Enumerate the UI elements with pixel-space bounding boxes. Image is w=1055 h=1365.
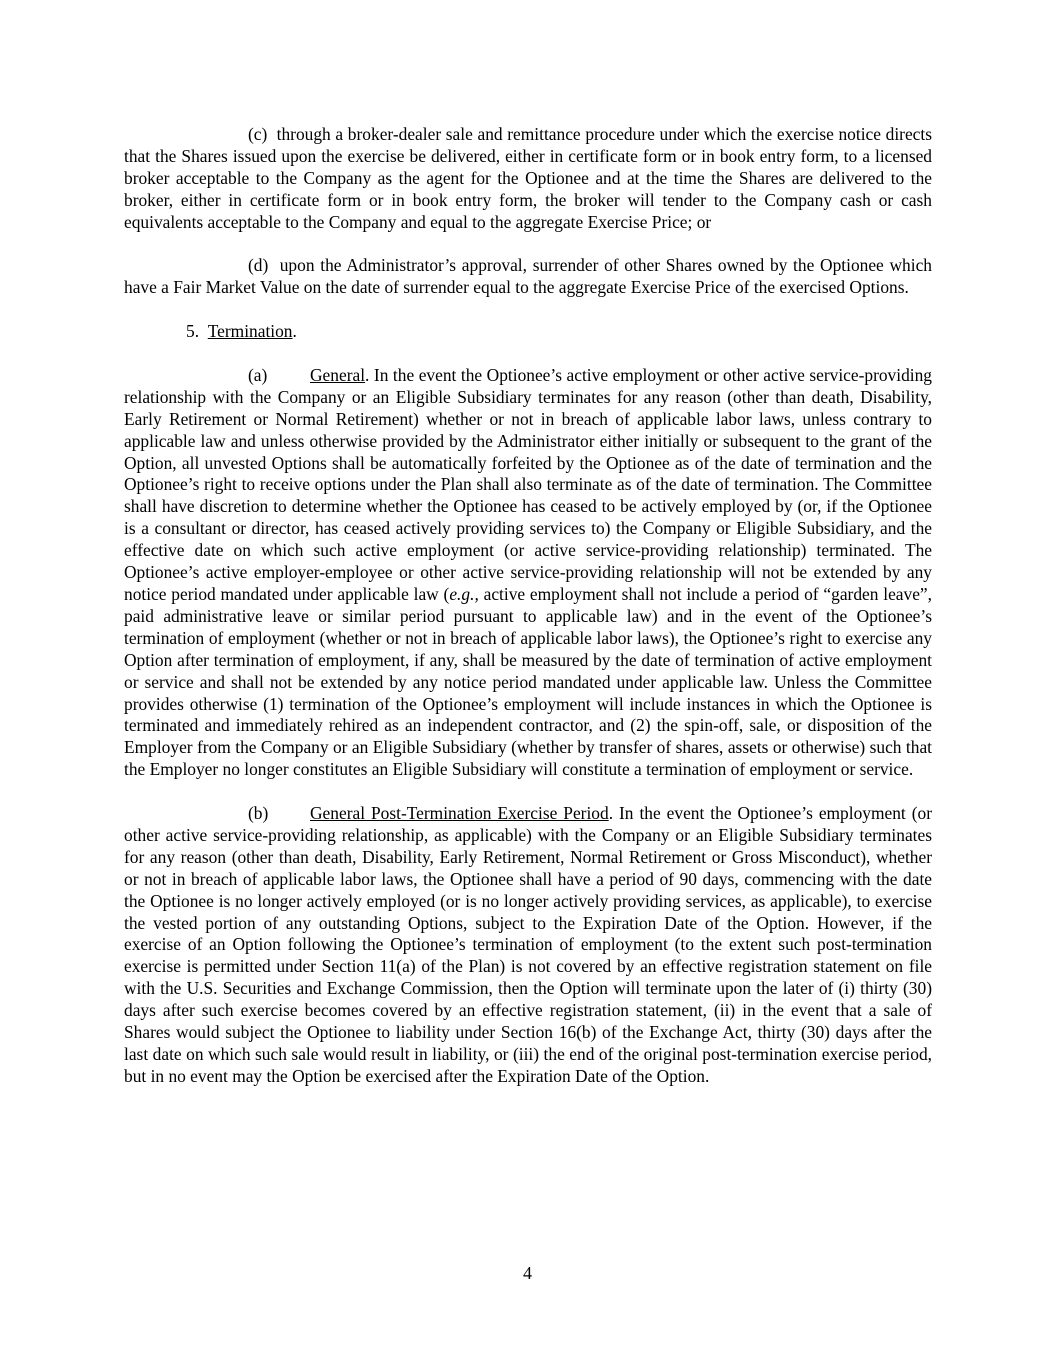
paragraph-a-label: (a) — [248, 364, 268, 385]
paragraph-a — [124, 365, 932, 781]
paragraph-b-text: . In the event the Optionee’s employment (or other active service-providing relationship, as applicable) with the Company or an Eligible Subsidiary terminates for any reason (other than death, Disability, Early Retirement, Normal Retirement or Gross Misconduct), whether or not in breach of applicable labor laws, the Optionee shall have a period of 90 days, commencing with the date the Optionee is no longer actively employed (or is no longer actively providing services, as applicable), to exercise the vested portion of any outstanding Options, subject to the Expiration Date of the Option. However, if the exercise of an Option following the Optionee’s termination of employment (to the extent such post-termination exercise is permitted under Section 11(a) of the Plan) is not covered by an effective registration statement on file with the U.S. Securities and Exchange Commission, then the Option will terminate upon the later of (i) thirty (30) days after such exercise becomes covered by an effective registration statement, (ii) in the event that a sale of Shares would subject the Optionee to liability under Section 16(b) of the Exchange Act, thirty (30) days after the last date on which such sale would result in liability, or (iii) the end of the original post-termination exercise period, but in no event may the Option be exercised after the Expiration Date of the Option. — [124, 803, 932, 1086]
paragraph-b-label: (b) — [248, 803, 269, 824]
document-page — [124, 124, 932, 1088]
section-5-number: 5. — [186, 321, 200, 342]
paragraph-c — [124, 124, 932, 234]
page-number: 4 — [523, 1263, 532, 1283]
paragraph-c-label: (c) — [248, 124, 268, 144]
paragraph-a-heading: General — [310, 364, 366, 385]
paragraph-a-text-1: . In the event the Optionee’s active employment or other active service-providing relationship with the Company or an Eligible Subsidiary terminates for any reason (other than death, Disability, Early Retirement or Normal Retirement) whether or not in breach of applicable labor laws, unless contrary to applicable law and unless otherwise provided by the Administrator either initially or subsequent to the grant of the Option, all unvested Options shall be automatically forfeited by the Optionee as of the date of termination and the Optionee’s right to receive options under the Plan shall also terminate as of the date of termination. The Committee shall have discretion to determine whether the Optionee has ceased to be actively employed by (or, if the Optionee is a consultant or director, has ceased actively providing services to) the Company or Eligible Subsidiary, and the effective date on which such active employment (or active service-providing relationship) terminated. The Optionee’s active employer-employee or other active service-providing relationship will not be extended by any notice period mandated under applicable law ( — [124, 364, 932, 604]
paragraph-b-heading: General Post-Termination Exercise Period — [310, 803, 609, 824]
section-5-heading — [124, 321, 932, 343]
paragraph-a-eg: e.g., — [449, 583, 479, 604]
paragraph-a-text-2: active employment shall not include a period of “garden leave”, paid administrative leave or similar period pursuant to applicable law) and in the event of the Optionee’s termination of employment (whether or not in breach of applicable labor laws), the Optionee’s right to exercise any Option after termination of employment, if any, shall be measured by the date of termination of active employment or service and shall not be extended by any notice period mandated under applicable law. Unless the Committee provides otherwise (1) termination of the Optionee’s employment will include instances in which the Optionee is terminated and immediately rehired as an independent contractor, and (2) the spin-off, sale, or disposition of the Employer from the Company or an Eligible Subsidiary (whether by transfer of shares, assets or otherwise) such that the Employer no longer constitutes an Eligible Subsidiary will constitute a termination of employment or service. — [124, 583, 932, 780]
paragraph-d — [124, 255, 932, 299]
paragraph-b — [124, 803, 932, 1088]
paragraph-d-text: upon the Administrator’s approval, surrender of other Shares owned by the Optionee which have a Fair Market Value on the date of surrender equal to the aggregate Exercise Price of the exercised Options. — [124, 255, 932, 298]
paragraph-c-text: through a broker-dealer sale and remittance procedure under which the exercise notice directs that the Shares issued upon the exercise be delivered, either in certificate form or in book entry form, to a licensed broker acceptable to the Company as the agent for the Optionee and at the time the Shares are delivered to the broker, either in certificate form or in book entry form, the broker will tender to the Company cash or cash equivalents acceptable to the Company and equal to the aggregate Exercise Price; or — [124, 124, 932, 232]
section-5-title: Termination — [207, 321, 293, 342]
paragraph-d-label: (d) — [248, 255, 269, 276]
section-5-punct: . — [292, 321, 297, 342]
